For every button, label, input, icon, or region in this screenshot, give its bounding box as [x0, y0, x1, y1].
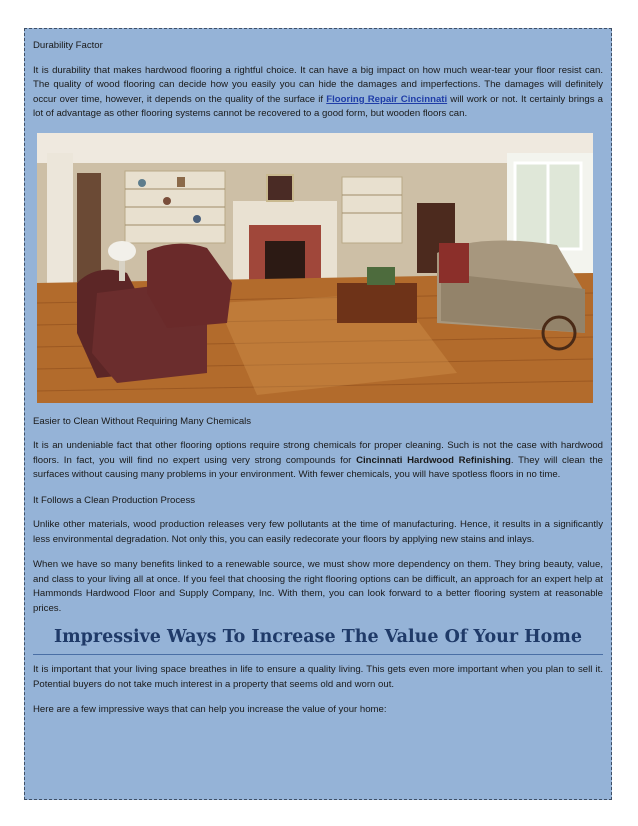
value-paragraph-2: Here are a few impressive ways that can help you increase the value of your home: [33, 704, 387, 715]
clean-production-heading: It Follows a Clean Production Process [33, 494, 196, 506]
document-body [33, 39, 603, 729]
refinishing-bold-text: Cincinnati Hardwood Refinishing [356, 454, 511, 466]
easy-clean-text-a: It is an undeniable fact that other flooring options require strong chemicals for proper cleaning. Such is not the case with hardwood floors. In fact, you will find no expert using very strong compounds for [33, 440, 603, 466]
clean-production-paragraph-2: When we have so many benefits linked to a renewable source, we must show more dependency on them. They bring beauty, value, and class to your living all at once. If you feel that choosing the right flooring options can be difficult, an approach for an expert help at Hammonds Hardwood Floor and Supply Company, Inc. With them, you can look forward to a better flooring system at reasonable prices. [33, 559, 603, 614]
living-room-photo [37, 133, 593, 403]
easy-clean-paragraph [33, 439, 603, 483]
value-section-title: Impressive Ways To Increase The Value Of Your Home [33, 627, 603, 655]
page-panel [24, 28, 612, 800]
easy-clean-heading: Easier to Clean Without Requiring Many Chemicals [33, 415, 252, 427]
flooring-repair-link[interactable]: Flooring Repair Cincinnati [326, 93, 448, 105]
durability-paragraph [33, 64, 603, 122]
durability-text-a: It is durability that makes hardwood flooring a rightful choice. It can have a big impact on how much wear-tear your floor resist can. The quality of wood flooring can decide how you easily you can hide the damages and imperfections. The damages will definitely occur over time, however, it depends on the quality of the surface if [33, 64, 603, 105]
durability-text-b: will work or not. It certainly brings a lot of advantage as other flooring systems cannot be recovered to a good form, but wooden floors can. [33, 93, 603, 119]
durability-heading: Durability Factor [33, 40, 103, 51]
clean-production-paragraph-1: Unlike other materials, wood production releases very few pollutants at the time of manufacturing. Hence, it results in a significantly less environmental degradation. Not only this, you can easily redecorate your floors by applying new stains and inlays. [33, 519, 603, 545]
value-paragraph-1: It is important that your living space breathes in life to ensure a quality living. This gets even more important when you plan to sell it. Potential buyers do not take much interest in a property that seems old and worn out. [33, 664, 603, 690]
easy-clean-text-b: . They will clean the surfaces without causing many problems in your environment. With fewer chemicals, you will have spotless floors in no time. [33, 454, 603, 480]
